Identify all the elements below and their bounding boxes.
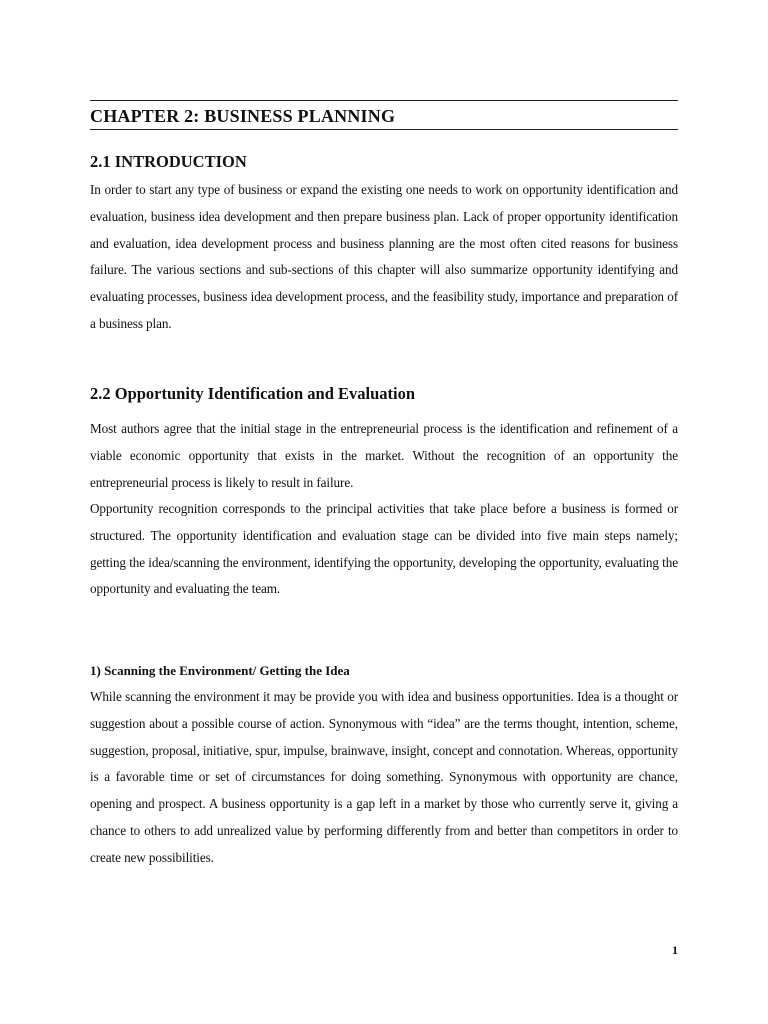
subsection-heading-scanning: 1) Scanning the Environment/ Getting the Idea — [90, 663, 350, 678]
introduction-paragraph: In order to start any type of business or expand the existing one needs to work on opportunity identification and evaluation, business idea development and then prepare business plan. Lack of proper opportunity identification and evaluation, idea development process and business planning are the most often cited reasons for business failure. The various sections and sub-sections of this chapter will also summarize opportunity identifying and evaluating processes, business idea development process, and the feasibility study, importance and preparation of a business plan. — [90, 182, 678, 331]
page-number: 1 — [672, 943, 678, 957]
opportunity-paragraph-1: Most authors agree that the initial stage in the entrepreneurial process is the identification and refinement of a viable economic opportunity that exists in the market. Without the recognition of an opportunity the entrepreneurial process is likely to result in failure. — [90, 421, 678, 490]
header-rule-bottom — [90, 129, 678, 130]
document-page — [90, 0, 678, 1024]
header-rule-top — [90, 100, 678, 101]
scanning-paragraph: While scanning the environment it may be provide you with idea and business opportunities. Idea is a thought or suggestion about a possible course of action. Synonymous with “idea” are the terms thought, intention, scheme, suggestion, proposal, initiative, spur, impulse, brainwave, insight, concept and connotation. Whereas, opportunity is a favorable time or set of circumstances for doing something. Synonymous with opportunity are chance, opening and prospect. A business opportunity is a gap left in a market by those who currently serve it, giving a chance to others to add unrealized value by performing differently from and better than competitors in order to create new possibilities. — [90, 689, 678, 865]
chapter-title: CHAPTER 2: BUSINESS PLANNING — [90, 106, 396, 126]
section-heading-introduction: 2.1 INTRODUCTION — [90, 152, 247, 171]
opportunity-paragraph-2: Opportunity recognition corresponds to the principal activities that take place before a business is formed or structured. The opportunity identification and evaluation stage can be divided into five main steps namely; getting the idea/scanning the environment, identifying the opportunity, developing the opportunity, evaluating the opportunity and evaluating the team. — [90, 501, 678, 597]
section-heading-opportunity: 2.2 Opportunity Identification and Evaluation — [90, 384, 416, 403]
